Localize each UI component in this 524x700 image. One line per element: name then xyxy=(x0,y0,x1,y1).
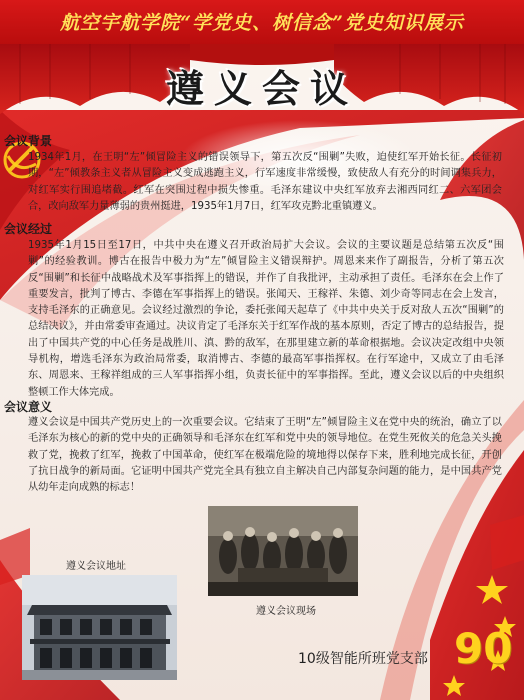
section-text-process: 1935年1月15日至17日，中共中央在遵义召开政治局扩大会议。会议的主要议题是总结第五次反“围剿”的经验教训。博古在报告中极力为“左”倾冒险主义错误辩护。周恩来来作了副报告，分析了第五次反“围剿”和长征中战略战术及军事指挥上的错误，并作了自我批评，主动承担了责任。毛泽东在会上作了重要发言，批判了博古、李德在军事指挥上的错误。张闻天、王稼祥、朱德、刘少奇等同志在会上发言，支持毛泽东的正确意见。会议经过激烈的争论，委托张闻天起草了《中共中央关于反对敌人五次“围剿”的总结决议》，并由常委审查通过。决议肯定了毛泽东关于红军作战的基本原则，否定了博古的总结报告，提出了中国共产党的中心任务是战胜川、滇、黔的敌军，在那里建立新的革命根据地。会议决定改组中央领导机构，增选毛泽东为政治局常委，取消博古、李德的最高军事指挥权。在行军途中，又成立了由毛泽东、周恩来、王稼祥组成的三人军事指挥小组，负责长征中的军事指挥。至此，遵义会议以后的中央组织整顿工作大体完成。 xyxy=(28,240,504,398)
header-title: 航空宇航学院“学党史、树信念”党史知识展示 xyxy=(60,12,464,34)
footer-branch-name: 10级智能所班党支部 xyxy=(298,651,428,667)
meeting-scene-photo xyxy=(208,506,358,596)
section-heading-background: 会议背景 xyxy=(4,134,53,148)
caption-meeting-site: 遵义会议地址 xyxy=(66,561,126,572)
section-heading-process: 会议经过 xyxy=(4,222,53,236)
main-title: 遵义会议 xyxy=(165,66,358,111)
anniversary-number: 90 xyxy=(454,624,513,673)
section-heading-significance: 会议意义 xyxy=(4,400,53,414)
meeting-site-photo xyxy=(22,575,177,680)
main-title-wrap xyxy=(150,58,374,111)
caption-meeting-scene: 遵义会议现场 xyxy=(256,606,316,617)
section-text-background: 1934年1月，在王明“左”倾冒险主义的错误领导下，第五次反“围剿”失败，迫使红军开始长征。长征初期，“左”倾教条主义者从冒险主义变成逃跑主义，行军速度非常缓慢，致使敌人有充分的时间调集兵力，对红军实行围追堵截。红军在突围过程中损失惨重。毛泽东建议中央红军放弃去湘西同红二、六军团会合，改向敌军力量薄弱的贵州挺进，1935年1月7日，红军攻克黔北重镇遵义。 xyxy=(28,152,502,212)
section-text-significance: 遵义会议是中国共产党历史上的一次重要会议。它结束了王明“左”倾冒险主义在党中央的统治，确立了以毛泽东为核心的新的党中央的正确领导和毛泽东在红军和党中央的领导地位。在党生死攸关的危急关头挽救了党，挽救了红军，挽救了中国革命，使红军在极端危险的境地得以保存下来，胜利地完成长征，开创了抗日战争的新局面。它证明中国共产党完全具有独立自主解决自己内部复杂问题的能力，是中国共产党从幼年走向成熟的标志！ xyxy=(28,417,502,494)
